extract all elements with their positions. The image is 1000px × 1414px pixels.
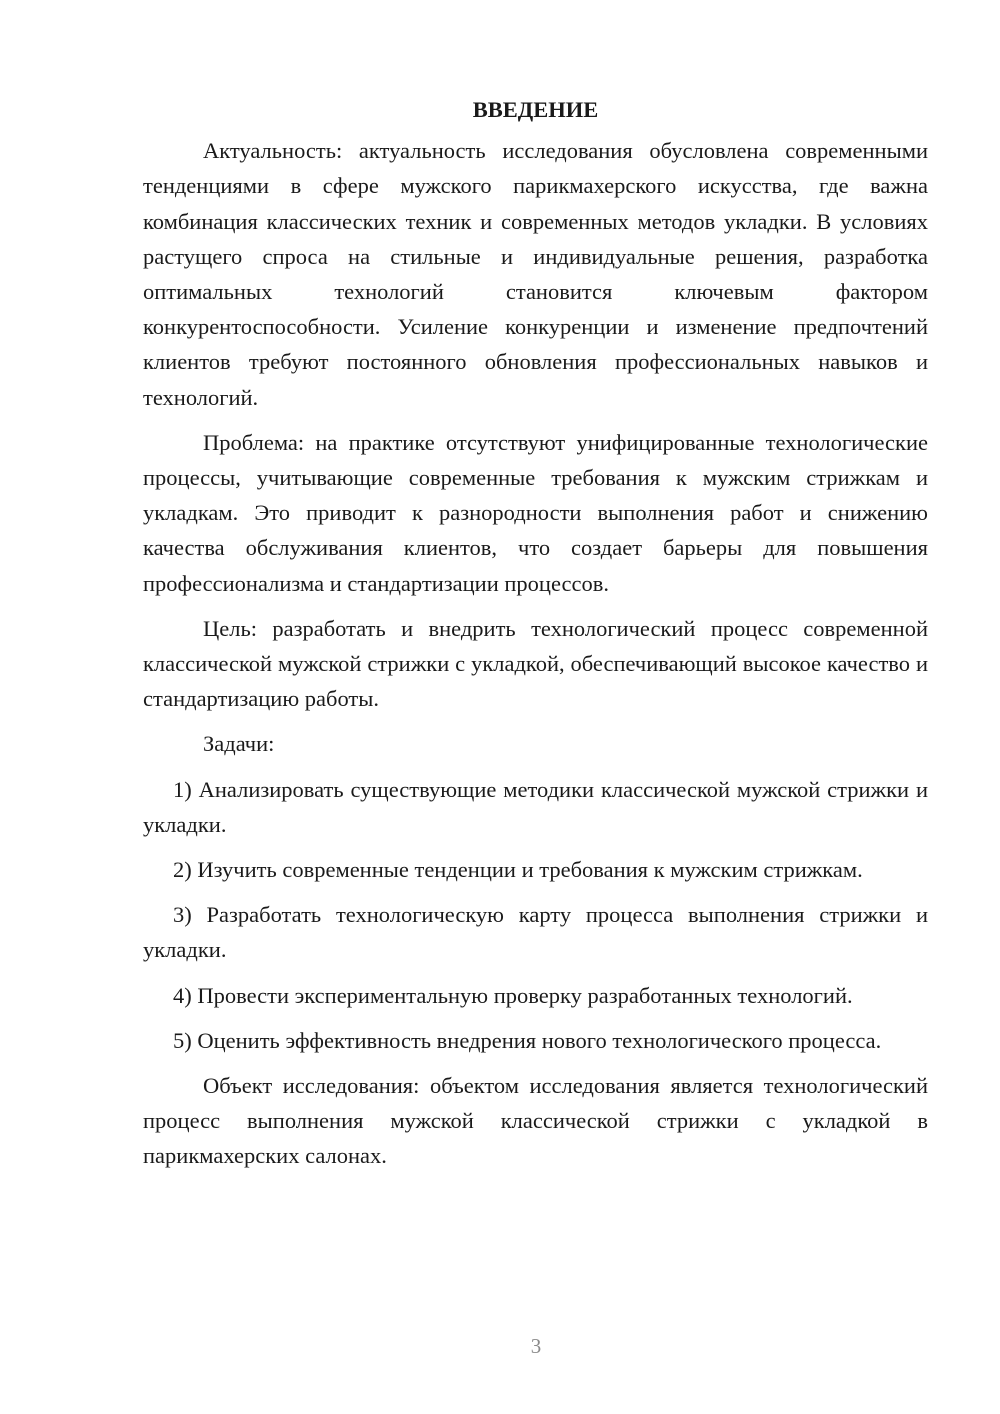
task-item: 4) Провести экспериментальную проверку разработанных технологий. — [173, 982, 853, 1008]
paragraph-goal: Цель: разработать и внедрить технологический процесс современной классической мужской стрижки с укладкой, обеспечивающий высокое качество и стандартизацию работы. — [143, 615, 928, 712]
page-title: ВВЕДЕНИЕ — [472, 97, 599, 122]
page-number: 3 — [530, 1334, 542, 1358]
task-item: 5) Оценить эффективность внедрения нового технологического процесса. — [173, 1027, 882, 1053]
task-item: 2) Изучить современные тенденции и требования к мужским стрижкам. — [173, 857, 863, 883]
document-page — [143, 92, 928, 1184]
task-item: 3) Разработать технологическую карту процесса выполнения стрижки и укладки. — [143, 902, 928, 963]
paragraph-tasks-heading: Задачи: — [203, 731, 275, 757]
task-item: 1) Анализировать существующие методики классической мужской стрижки и укладки. — [143, 776, 928, 837]
paragraph-object: Объект исследования: объектом исследования является технологический процесс выполнения мужской классической стрижки с укладкой в парикмахерских салонах. — [143, 1073, 928, 1169]
paragraph-problem: Проблема: на практике отсутствуют унифицированные технологические процессы, учитывающие современные требования к мужским стрижкам и укладкам. Это приводит к разнородности выполнения работ и снижению качества обслуживания клиентов, что создает барьеры для повышения профессионализма и стандартизации процессов. — [143, 429, 928, 596]
paragraph-relevance: Актуальность: актуальность исследования обусловлена современными тенденциями в сфере мужского парикмахерского искусства, где важна комбинация классических техник и современных методов укладки. В условиях растущего спроса на стильные и индивидуальные решения, разработка оптимальных технологий становится ключевым фактором конкурентоспособности. Усиление конкуренции и изменение предпочтений клиентов требуют постоянного обновления профессиональных навыков и технологий. — [143, 138, 928, 410]
